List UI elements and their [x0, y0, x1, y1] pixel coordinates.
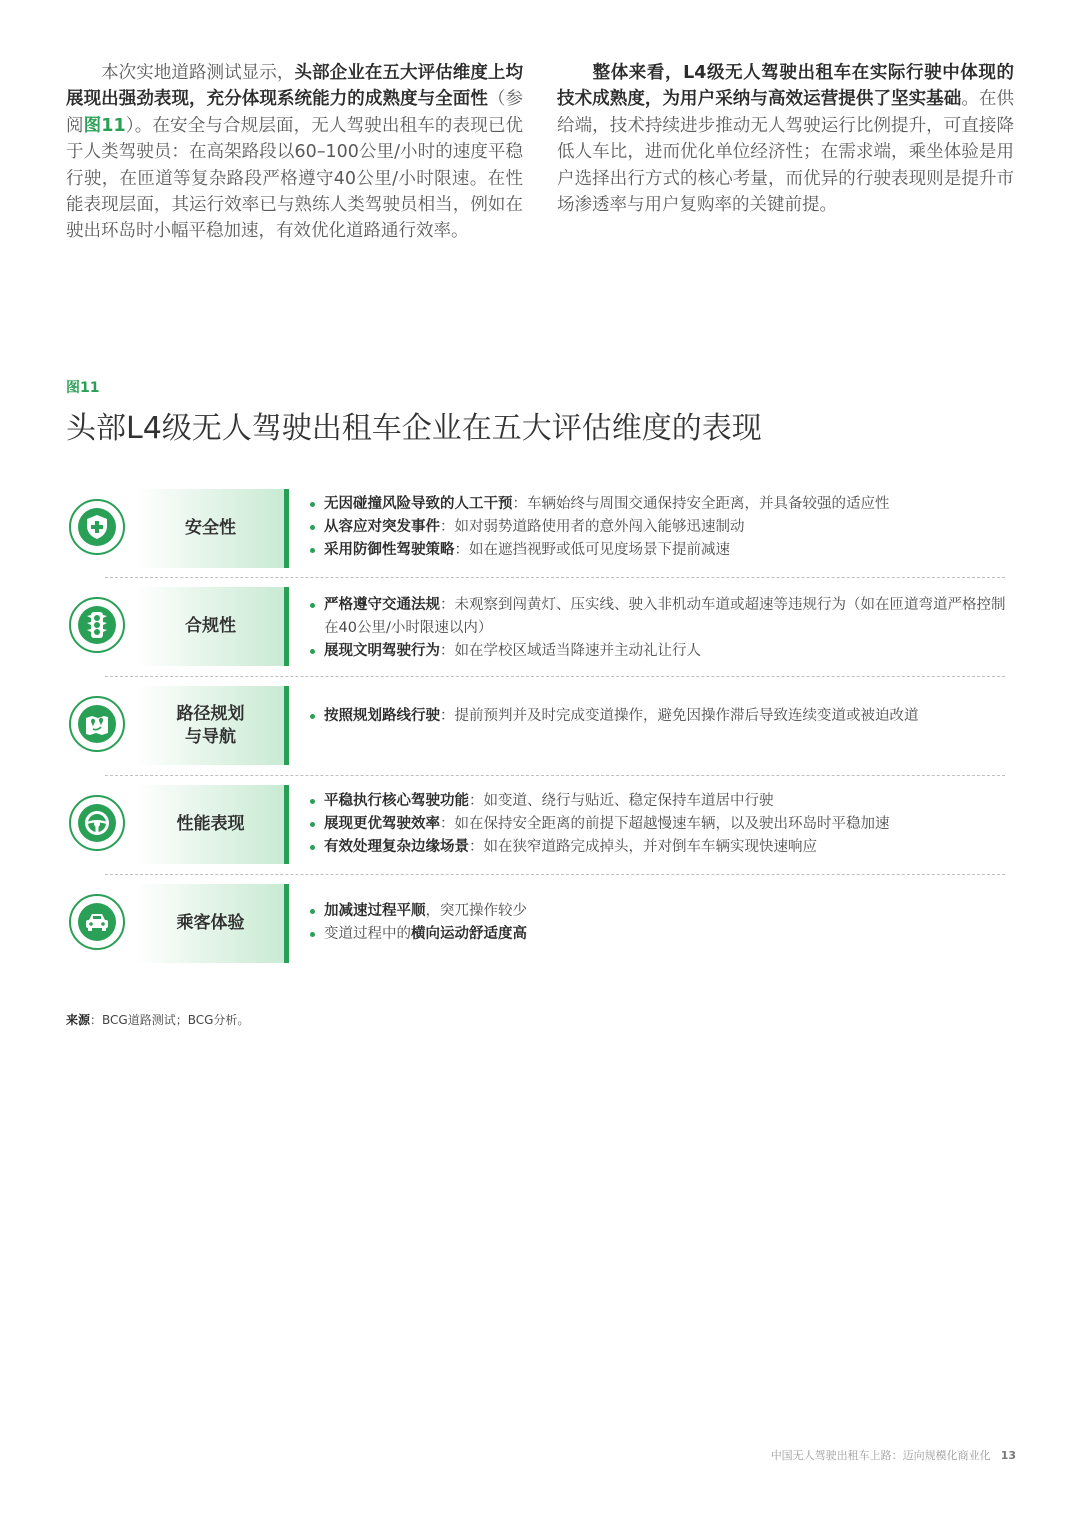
list-item: 平稳执行核心驾驶功能：如变道、绕行与贴近、稳定保持车道居中行驶: [307, 790, 1007, 813]
dimension-row-safety: [66, 488, 1006, 570]
body-paragraph-left: [66, 60, 523, 245]
emphasis-text: 头部企业在五大评估维度上均展现出强劲表现，充分体现系统能力的成熟度与全面性: [66, 63, 523, 110]
list-item: 按照规划路线行驶：提前预判并及时完成变道操作，避免因操作滞后导致连续变道或被迫改道: [307, 705, 1007, 728]
bullet-list: [307, 594, 1007, 663]
body-paragraph-right: [557, 60, 1014, 218]
row-divider: [105, 775, 1005, 776]
bullet-list: [307, 790, 1007, 859]
list-item: 有效处理复杂边缘场景：如在狭窄道路完成掉头，并对倒车车辆实现快速响应: [307, 836, 1007, 859]
row-divider: [105, 874, 1005, 875]
figure-reference-link[interactable]: 图11: [83, 115, 126, 136]
dimension-row-passenger: [66, 883, 1006, 965]
figure-label: 图11: [66, 380, 100, 396]
dimension-row-compliance: [66, 586, 1006, 668]
list-item: 从容应对突发事件：如对弱势道路使用者的意外闯入能够迅速制动: [307, 516, 1007, 539]
list-item: 采用防御性驾驶策略：如在遮挡视野或低可见度场景下提前减速: [307, 539, 1007, 562]
row-divider: [105, 676, 1005, 677]
bullet-list: [307, 705, 1007, 728]
figure-title: 头部L4级无人驾驶出租车企业在五大评估维度的表现: [66, 411, 762, 446]
dimension-label: 合规性: [137, 587, 289, 666]
traffic-light-icon: [69, 597, 125, 653]
text-run: 本次实地道路测试显示，: [101, 63, 295, 83]
list-item: 加减速过程平顺，突兀操作较少: [307, 900, 1007, 923]
list-item: 变道过程中的横向运动舒适度高: [307, 923, 1007, 946]
source-note: 来源：BCG道路测试；BCG分析。: [66, 1013, 250, 1027]
text-run: 。在供给端，技术持续进步推动无人驾驶运行比例提升，可直接降低人车比，进而优化单位经济性；在需求端，乘坐体验是用户选择出行方式的核心考量，而优异的行驶表现则是提升市场渗透率与用户复购率的关键前提。: [557, 89, 1015, 216]
list-item: 展现文明驾驶行为：如在学校区域适当降速并主动礼让行人: [307, 640, 1007, 663]
page-footer: [700, 1447, 1016, 1463]
dimension-label: 安全性: [137, 489, 289, 568]
map-route-icon: [69, 696, 125, 752]
dimension-row-navigation: [66, 685, 1006, 767]
text-run: （参阅: [66, 89, 524, 136]
page-number: 13: [1000, 1449, 1016, 1462]
shield-plus-icon: [69, 499, 125, 555]
dimension-label: [137, 686, 289, 765]
label-line: 路径规划: [176, 703, 245, 724]
text-run: ）。在安全与合规层面，无人驾驶出租车的表现已优于人类驾驶员：在高架路段以60–100公里/小时的速度平稳行驶，在匝道等复杂路段严格遵守40公里/小时限速。在性能表现层面，其运行效率已与熟练人类驾驶员相当，例如在驶出环岛时小幅平稳加速，有效优化道路通行效率。: [66, 115, 523, 242]
bullet-list: [307, 900, 1007, 946]
emphasis-text: 整体来看，L4级无人驾驶出租车在实际行驶中体现的技术成熟度，为用户采纳与高效运营提供了坚实基础: [557, 63, 1014, 110]
dimension-row-performance: [66, 784, 1006, 866]
steering-wheel-icon: [69, 795, 125, 851]
label-line: 与导航: [185, 726, 236, 747]
bullet-list: [307, 493, 1007, 562]
dimension-label: 乘客体验: [137, 884, 289, 963]
row-divider: [105, 577, 1005, 578]
car-icon: [69, 894, 125, 950]
list-item: 无因碰撞风险导致的人工干预：车辆始终与周围交通保持安全距离，并具备较强的适应性: [307, 493, 1007, 516]
list-item: 展现更优驾驶效率：如在保持安全距离的前提下超越慢速车辆，以及驶出环岛时平稳加速: [307, 813, 1007, 836]
dimension-label: 性能表现: [137, 785, 289, 864]
list-item: 严格遵守交通法规：未观察到闯黄灯、压实线、驶入非机动车道或超速等违规行为（如在匝道弯道严格控制在40公里/小时限速以内）: [307, 594, 1007, 640]
footer-title: 中国无人驾驶出租车上路：迈向规模化商业化: [770, 1449, 991, 1462]
